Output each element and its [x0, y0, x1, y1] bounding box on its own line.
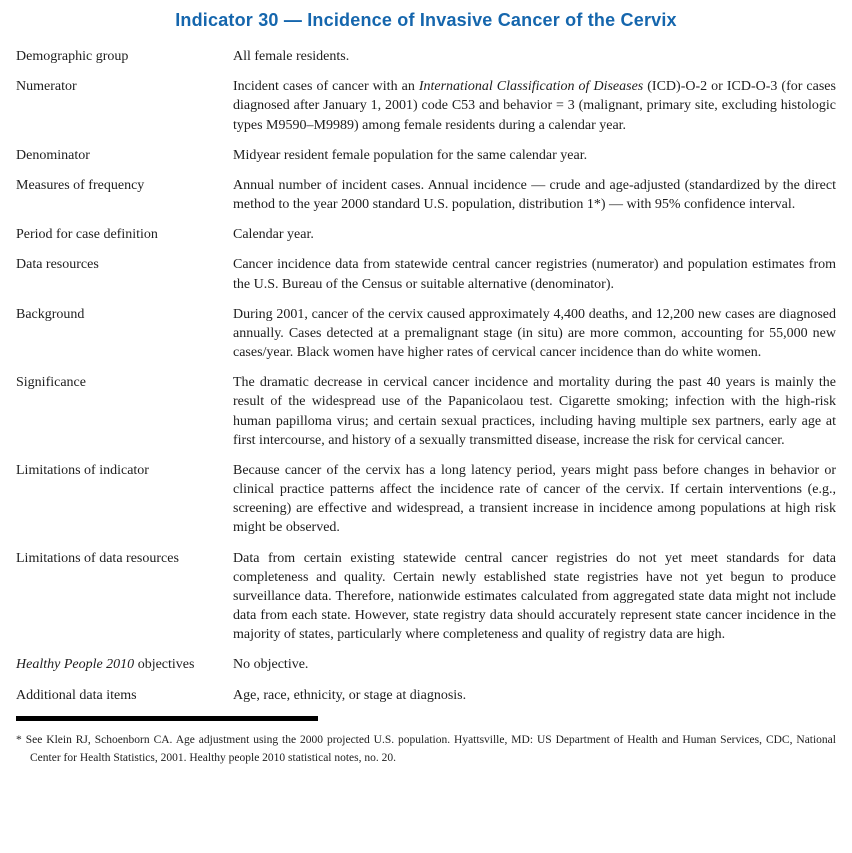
text-segment: During 2001, cancer of the cervix caused approximately 4,400 deaths, and 12,200 new cases are diagnosed annually. Cases detected at a premalignant stage (in situ) are more common, accounting for 55,000 new cases/year. Black women have higher rates of cervical cancer incidence than do white women. [233, 306, 836, 361]
row-value [233, 47, 836, 66]
text-segment: objectives [134, 657, 195, 673]
footnote [16, 732, 836, 767]
text-segment: Limitations of data resources [16, 550, 179, 566]
text-segment: Demographic group [16, 49, 129, 64]
row-value [233, 549, 836, 645]
row-label [16, 225, 233, 244]
row-label [16, 655, 233, 674]
text-segment: Additional data items [16, 687, 137, 703]
text-segment: All female residents. [233, 49, 350, 64]
text-segment: Period for case definition [16, 227, 158, 243]
row-label [16, 255, 233, 274]
table-row [16, 176, 836, 214]
text-segment: Measures of frequency [16, 177, 145, 193]
text-segment: Data resources [16, 257, 99, 273]
row-label [16, 373, 233, 392]
text-segment: No objective. [233, 657, 309, 673]
table-row [16, 655, 836, 674]
text-segment: Because cancer of the cervix has a long latency period, years might pass before changes in behavior or clinical practice patterns affect the incidence rate of cancer of the cervix. If certain interventions (e.g., screening) are effective and widespread, a transient increase in incidence among populations at high risk might be observed. [233, 462, 836, 536]
row-label [16, 146, 233, 165]
row-value [233, 655, 836, 674]
text-segment: (ICD)-O-2 or ICD-O-3 (for cases diagnosed after January 1, 2001) code C53 and behavior = 3 (malignant, primary site, excluding histologic types M9590–M9989) among female residents during a calendar year. [233, 79, 836, 133]
row-label [16, 47, 233, 66]
table-row [16, 255, 836, 293]
table-row [16, 549, 836, 645]
text-segment: Annual number of incident cases. Annual incidence — crude and age-adjusted (standardized by the direct method to the year 2000 standard U.S. population, distribution 1*) — with 95% confidence interval. [233, 177, 836, 213]
footnote-asterisk-marker: * [16, 734, 22, 747]
text-segment: Calendar year. [233, 227, 314, 243]
row-value [233, 225, 836, 244]
row-value [233, 146, 836, 165]
text-segment: Cancer incidence data from statewide central cancer registries (numerator) and population estimates from the U.S. Bureau of the Census or suitable alternative (denominator). [233, 257, 836, 292]
text-segment: Significance [16, 375, 86, 391]
row-label [16, 549, 233, 568]
text-segment: Age, race, ethnicity, or stage at diagnosis. [233, 687, 467, 703]
row-label [16, 305, 233, 324]
row-label [16, 176, 233, 195]
row-value [233, 255, 836, 293]
table-row [16, 686, 836, 705]
table-row [16, 305, 836, 363]
text-segment: Midyear resident female population for the same calendar year. [233, 147, 588, 163]
text-segment: Background [16, 306, 85, 322]
table-row [16, 146, 836, 165]
row-value [233, 686, 836, 705]
row-value [233, 77, 836, 135]
table-row [16, 461, 836, 538]
table-row [16, 373, 836, 450]
table-end-rule [16, 716, 318, 721]
table-row [16, 47, 836, 66]
footnote-text: See Klein RJ, Schoenborn CA. Age adjustment using the 2000 projected U.S. population. Hyattsville, MD: US Department of Health and Human Services, CDC, National Center for Health Statistics, 2001. Healthy people 2010 statistical notes, no. 20. [25, 734, 836, 764]
indicator-definition-table [16, 47, 836, 705]
row-label [16, 686, 233, 705]
row-label [16, 77, 233, 96]
table-row [16, 77, 836, 135]
table-row [16, 225, 836, 244]
text-segment: Denominator [16, 147, 90, 163]
italic-text-segment: Healthy People 2010 [16, 657, 135, 673]
row-value [233, 305, 836, 363]
text-segment: Numerator [16, 79, 77, 95]
text-segment: The dramatic decrease in cervical cancer incidence and mortality during the past 40 years is mainly the result of the widespread use of the Papanicolaou test. Cigarette smoking; infection with the high-risk human papilloma virus; and certain sexual practices, including having multiple sex partners, early age at first intercourse, and history of a sexually transmitted disease, increase the risk for cervical cancer. [233, 375, 836, 448]
row-label [16, 461, 233, 480]
italic-text-segment: International Classification of Diseases [418, 79, 644, 95]
row-value [233, 176, 836, 214]
page-title: Indicator 30 — Incidence of Invasive Cancer of the Cervix [175, 10, 677, 30]
row-value [233, 373, 836, 450]
text-segment: Incident cases of cancer with an [233, 79, 419, 95]
row-value [233, 461, 836, 538]
text-segment: Data from certain existing statewide central cancer registries do not yet meet standards for data completeness and quality. Certain newly established state registries have not yet begun to produce surveillance data. Therefore, nationwide estimates calculated from aggregated state data might not include data from each state. However, state registry data should accurately represent state cancer incidence in the majority of states, particularly where completeness and quality of registry data are high. [233, 550, 836, 643]
text-segment: Limitations of indicator [16, 462, 149, 478]
